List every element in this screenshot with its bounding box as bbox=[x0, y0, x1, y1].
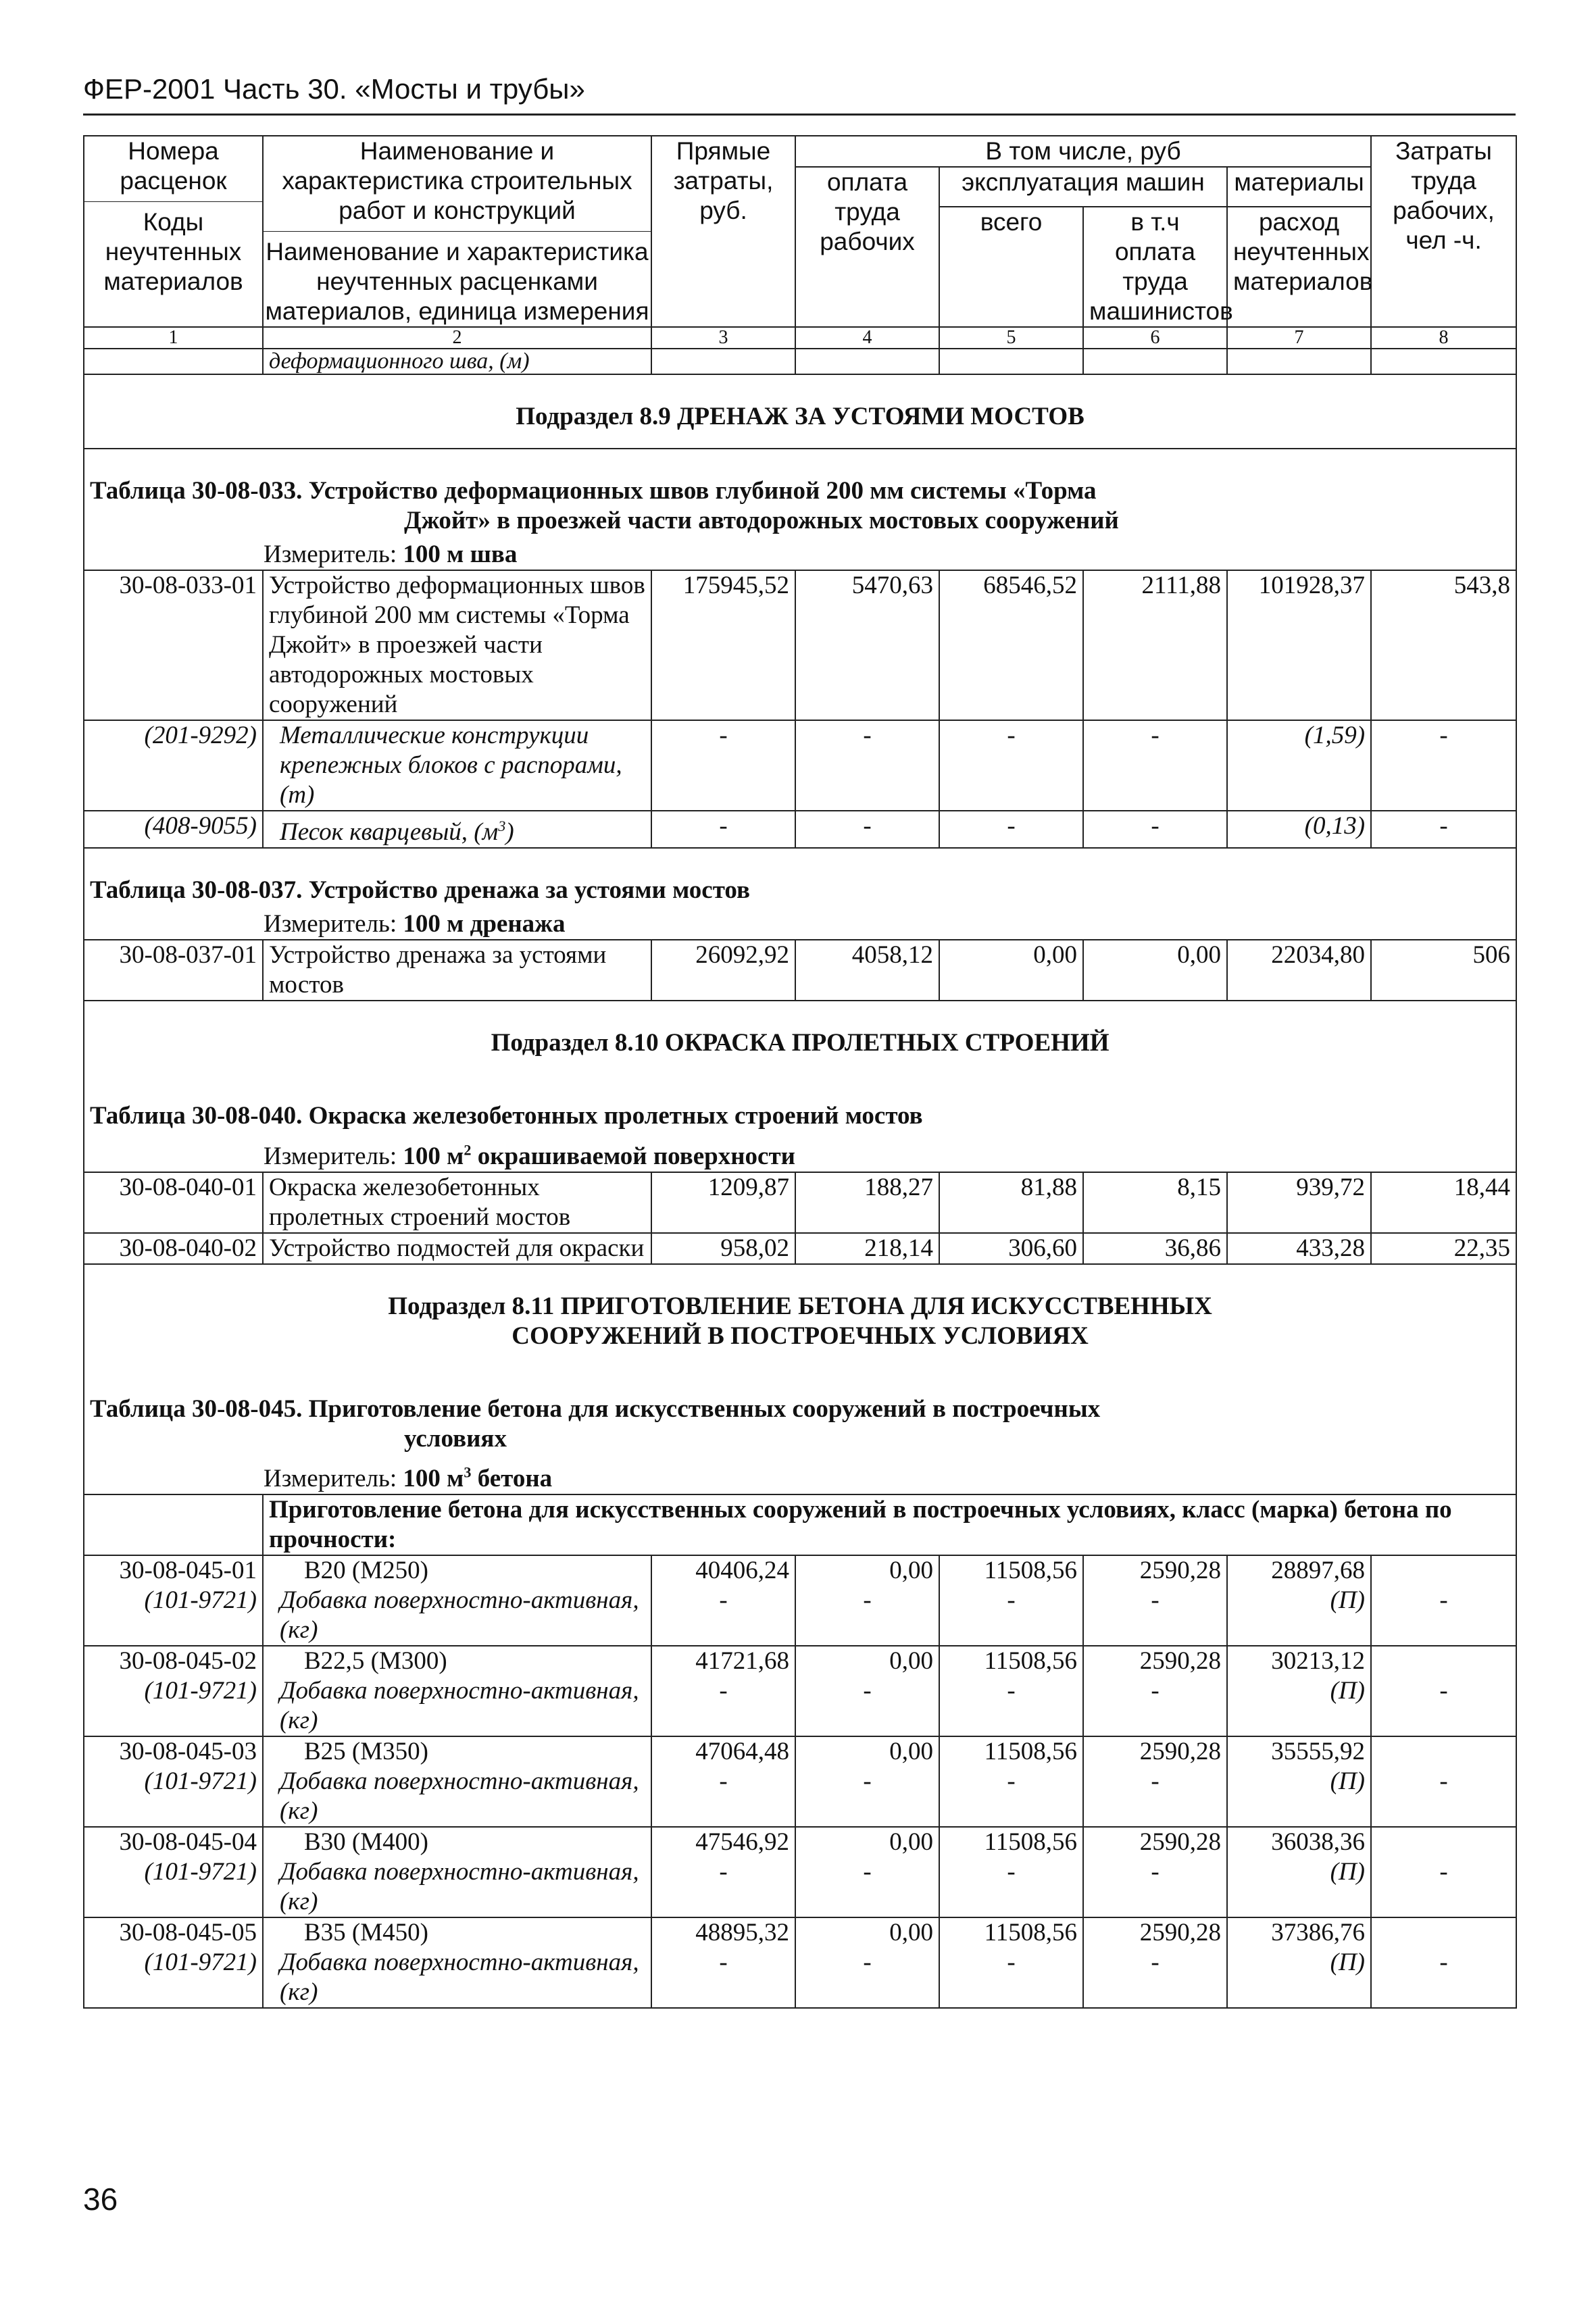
header-labor-cost: Затраты труда рабочих, чел -ч. bbox=[1371, 136, 1516, 327]
header-machines-total: всего bbox=[939, 207, 1083, 327]
section-title: Подраздел 8.10 ОКРАСКА ПРОЛЕТНЫХ СТРОЕНИЙ bbox=[84, 1001, 1516, 1074]
table-title-line1: Таблица 30-08-045. Приготовление бетона для искусственных сооружений в построечных bbox=[90, 1394, 1101, 1423]
materials-cost: (П) bbox=[1227, 1857, 1371, 1917]
materials-cost: 28897,68 bbox=[1227, 1555, 1371, 1586]
machines-total: 11508,56 bbox=[939, 1646, 1083, 1676]
measure-line bbox=[84, 905, 1516, 940]
table-045-title-row bbox=[84, 1367, 1516, 1454]
header-col1-top: Номера расценок bbox=[120, 137, 227, 195]
material-row bbox=[84, 1586, 1516, 1646]
material-unit-tail: ) bbox=[505, 818, 514, 847]
labor-hours: - bbox=[1371, 1676, 1516, 1736]
measure-value-text: 100 м bbox=[403, 1464, 464, 1492]
measure-value-text: 100 м bbox=[403, 1142, 464, 1170]
materials-cost: 35555,92 bbox=[1227, 1736, 1371, 1767]
labor-hours bbox=[1371, 1736, 1516, 1767]
col-num: 4 bbox=[795, 327, 939, 349]
labor-hours: - bbox=[1371, 1767, 1516, 1827]
material-code: (408-9055) bbox=[84, 811, 263, 848]
table-row bbox=[84, 940, 1516, 1001]
machinist-pay: - bbox=[1083, 1676, 1227, 1736]
labor-hours bbox=[1371, 1827, 1516, 1857]
rate-name: Устройство подмостей для окраски bbox=[263, 1233, 651, 1264]
labor-pay: 0,00 bbox=[795, 1917, 939, 1948]
machines-total: 68546,52 bbox=[939, 570, 1083, 720]
machinist-pay: 2590,28 bbox=[1083, 1555, 1227, 1586]
direct-cost: 47064,48 bbox=[651, 1736, 795, 1767]
material-row bbox=[84, 720, 1516, 811]
table-row bbox=[84, 1917, 1516, 1948]
machines-total: 11508,56 bbox=[939, 1555, 1083, 1586]
machines-total: 0,00 bbox=[939, 940, 1083, 1001]
group-heading: Приготовление бетона для искусственных сооружений в построечных условиях, класс (марка) бетона по прочности: bbox=[263, 1494, 1516, 1555]
header-col2 bbox=[263, 136, 651, 327]
table-040-measure-row bbox=[84, 1131, 1516, 1172]
machinist-pay: - bbox=[1083, 1586, 1227, 1646]
direct-cost: - bbox=[651, 811, 795, 848]
page-number: 36 bbox=[83, 2182, 118, 2217]
carry-over-text: деформационного шва, (м) bbox=[263, 349, 651, 374]
section-8-9-title-row bbox=[84, 374, 1516, 449]
material-code: (101-9721) bbox=[84, 1676, 263, 1736]
header-col1 bbox=[84, 136, 263, 327]
table-033-title-row bbox=[84, 449, 1516, 536]
material-code: (101-9721) bbox=[84, 1586, 263, 1646]
header-materials: материалы bbox=[1227, 167, 1371, 207]
material-code: (101-9721) bbox=[84, 1767, 263, 1827]
labor-hours: - bbox=[1371, 720, 1516, 811]
measure-line bbox=[84, 1454, 1516, 1494]
materials-cost: (1,59) bbox=[1227, 720, 1371, 811]
labor-pay: - bbox=[795, 1948, 939, 2008]
labor-hours bbox=[1371, 1917, 1516, 1948]
rate-name: В35 (М450) bbox=[263, 1917, 651, 1948]
header-col1-bottom: Коды неучтенных материалов bbox=[84, 201, 262, 297]
rate-name: В20 (М250) bbox=[263, 1555, 651, 1586]
materials-cost: 101928,37 bbox=[1227, 570, 1371, 720]
labor-pay: - bbox=[795, 1586, 939, 1646]
measure-label: Измеритель: bbox=[264, 1142, 397, 1170]
materials-cost: (П) bbox=[1227, 1948, 1371, 2008]
machinist-pay: 2111,88 bbox=[1083, 570, 1227, 720]
materials-cost: (0,13) bbox=[1227, 811, 1371, 848]
header-col2-top: Наименование и характеристика строительных работ и конструкций bbox=[282, 137, 632, 224]
header-direct: Прямые затраты, руб. bbox=[651, 136, 795, 327]
rate-code: 30-08-045-02 bbox=[84, 1646, 263, 1676]
labor-hours: - bbox=[1371, 811, 1516, 848]
section-title bbox=[84, 1264, 1516, 1367]
labor-hours: 543,8 bbox=[1371, 570, 1516, 720]
measure-line bbox=[84, 1131, 1516, 1172]
rate-code: 30-08-037-01 bbox=[84, 940, 263, 1001]
labor-hours bbox=[1371, 1646, 1516, 1676]
materials-cost: (П) bbox=[1227, 1767, 1371, 1827]
section-8-11-title-row bbox=[84, 1264, 1516, 1367]
material-code: (101-9721) bbox=[84, 1948, 263, 2008]
machinist-pay: 8,15 bbox=[1083, 1172, 1227, 1233]
rates-table bbox=[83, 135, 1517, 1556]
machines-total: - bbox=[939, 1767, 1083, 1827]
direct-cost: 41721,68 bbox=[651, 1646, 795, 1676]
labor-pay: 188,27 bbox=[795, 1172, 939, 1233]
table-title: Таблица 30-08-040. Окраска железобетонных пролетных строений мостов bbox=[84, 1074, 1516, 1131]
direct-cost: - bbox=[651, 1767, 795, 1827]
machines-total: 306,60 bbox=[939, 1233, 1083, 1264]
rate-name: Окраска железобетонных пролетных строений мостов bbox=[263, 1172, 651, 1233]
header-machines-labor: в т.ч оплата труда машинистов bbox=[1083, 207, 1227, 327]
direct-cost: - bbox=[651, 720, 795, 811]
labor-hours: 18,44 bbox=[1371, 1172, 1516, 1233]
rate-code: 30-08-033-01 bbox=[84, 570, 263, 720]
rate-name: Устройство деформационных швов глубиной 200 мм системы «Торма Джойт» в проезжей части автодорожных мостовых сооружений bbox=[263, 570, 651, 720]
direct-cost: 175945,52 bbox=[651, 570, 795, 720]
measure-label: Измеритель: bbox=[264, 540, 397, 568]
rate-code: 30-08-045-04 bbox=[84, 1827, 263, 1857]
measure-value-tail: окрашиваемой поверхности bbox=[471, 1142, 795, 1170]
labor-hours: 22,35 bbox=[1371, 1233, 1516, 1264]
header-machines: эксплуатация машин bbox=[939, 167, 1227, 207]
rate-name: В25 (М350) bbox=[263, 1736, 651, 1767]
table-title bbox=[84, 1367, 1516, 1454]
table-037-measure-row bbox=[84, 905, 1516, 940]
materials-cost: 36038,36 bbox=[1227, 1827, 1371, 1857]
col-num: 3 bbox=[651, 327, 795, 349]
section-title-line1: Подраздел 8.11 ПРИГОТОВЛЕНИЕ БЕТОНА ДЛЯ ИСКУССТВЕННЫХ bbox=[388, 1292, 1212, 1320]
labor-hours: 506 bbox=[1371, 940, 1516, 1001]
machinist-pay: 0,00 bbox=[1083, 940, 1227, 1001]
machines-total: - bbox=[939, 720, 1083, 811]
measure-value: 100 $м^2$ окрашиваемой поверхности bbox=[403, 1141, 795, 1170]
materials-cost: 939,72 bbox=[1227, 1172, 1371, 1233]
materials-cost: 433,28 bbox=[1227, 1233, 1371, 1264]
material-name-text: Песок кварцевый, (м bbox=[280, 818, 499, 847]
labor-pay: - bbox=[795, 1767, 939, 1827]
machines-total: - bbox=[939, 1948, 1083, 2008]
machines-total: 11508,56 bbox=[939, 1917, 1083, 1948]
machinist-pay: 2590,28 bbox=[1083, 1827, 1227, 1857]
rate-code: 30-08-045-05 bbox=[84, 1917, 263, 1948]
table-title-line2: условиях bbox=[404, 1424, 507, 1453]
rate-code: 30-08-045-01 bbox=[84, 1555, 263, 1586]
labor-pay: - bbox=[795, 811, 939, 848]
material-code: (201-9292) bbox=[84, 720, 263, 811]
table-row bbox=[84, 570, 1516, 720]
machinist-pay: 2590,28 bbox=[1083, 1917, 1227, 1948]
col-num: 1 bbox=[84, 327, 263, 349]
concrete-table bbox=[83, 1555, 1517, 2009]
table-title-line1: Таблица 30-08-033. Устройство деформационных швов глубиной 200 мм системы «Торма bbox=[90, 477, 1097, 505]
labor-pay: 0,00 bbox=[795, 1736, 939, 1767]
direct-cost: - bbox=[651, 1586, 795, 1646]
carry-over-row bbox=[84, 349, 1516, 374]
direct-cost: 26092,92 bbox=[651, 940, 795, 1001]
measure-label: Измеритель: bbox=[264, 910, 397, 938]
material-name: Добавка поверхностно-активная, (кг) bbox=[263, 1676, 651, 1736]
machines-total: - bbox=[939, 1586, 1083, 1646]
measure-value-tail: бетона bbox=[471, 1464, 553, 1492]
material-name: Добавка поверхностно-активная, (кг) bbox=[263, 1586, 651, 1646]
material-row bbox=[84, 1857, 1516, 1917]
labor-pay: - bbox=[795, 720, 939, 811]
col-num: 7 bbox=[1227, 327, 1371, 349]
rate-name: Устройство дренажа за устоями мостов bbox=[263, 940, 651, 1001]
col-num: 2 bbox=[263, 327, 651, 349]
header-materials-sub: расход неучтенных материалов bbox=[1227, 207, 1371, 327]
col-num: 5 bbox=[939, 327, 1083, 349]
rate-name: В30 (М400) bbox=[263, 1827, 651, 1857]
measure-line bbox=[84, 536, 1516, 570]
direct-cost: - bbox=[651, 1948, 795, 2008]
machines-total: - bbox=[939, 811, 1083, 848]
table-title bbox=[84, 449, 1516, 536]
table-title: Таблица 30-08-037. Устройство дренажа за устоями мостов bbox=[84, 848, 1516, 905]
material-name: Добавка поверхностно-активная, (кг) bbox=[263, 1948, 651, 2008]
machinist-pay: - bbox=[1083, 811, 1227, 848]
direct-cost: 958,02 bbox=[651, 1233, 795, 1264]
materials-cost: 22034,80 bbox=[1227, 940, 1371, 1001]
labor-pay: 5470,63 bbox=[795, 570, 939, 720]
material-code: (101-9721) bbox=[84, 1857, 263, 1917]
section-8-10-title-row bbox=[84, 1001, 1516, 1074]
machines-total: 81,88 bbox=[939, 1172, 1083, 1233]
rate-code: 30-08-045-03 bbox=[84, 1736, 263, 1767]
machinist-pay: - bbox=[1083, 1767, 1227, 1827]
material-row bbox=[84, 1948, 1516, 2008]
header-labor: оплата труда рабочих bbox=[795, 167, 939, 327]
material-name: Песок кварцевый, $(м^3)$ bbox=[263, 811, 651, 848]
group-header-row bbox=[84, 1494, 1516, 1555]
materials-cost: 37386,76 bbox=[1227, 1917, 1371, 1948]
table-033-measure-row bbox=[84, 536, 1516, 570]
direct-cost: - bbox=[651, 1676, 795, 1736]
labor-pay: 218,14 bbox=[795, 1233, 939, 1264]
machinist-pay: - bbox=[1083, 1948, 1227, 2008]
rate-code: 30-08-040-02 bbox=[84, 1233, 263, 1264]
table-row bbox=[84, 1646, 1516, 1676]
materials-cost: (П) bbox=[1227, 1676, 1371, 1736]
machinist-pay: - bbox=[1083, 720, 1227, 811]
table-040-title-row bbox=[84, 1074, 1516, 1131]
running-header: ФЕР-2001 Часть 30. «Мосты и трубы» bbox=[83, 73, 585, 105]
machines-total: 11508,56 bbox=[939, 1827, 1083, 1857]
table-row bbox=[84, 1827, 1516, 1857]
materials-cost: 30213,12 bbox=[1227, 1646, 1371, 1676]
measure-value: 100 $м^3$ бетона bbox=[403, 1463, 553, 1492]
direct-cost: 47546,92 bbox=[651, 1827, 795, 1857]
direct-cost: 48895,32 bbox=[651, 1917, 795, 1948]
table-row bbox=[84, 1736, 1516, 1767]
labor-pay: - bbox=[795, 1857, 939, 1917]
section-title: Подраздел 8.9 ДРЕНАЖ ЗА УСТОЯМИ МОСТОВ bbox=[84, 374, 1516, 449]
direct-cost: - bbox=[651, 1857, 795, 1917]
machines-total: 11508,56 bbox=[939, 1736, 1083, 1767]
labor-hours bbox=[1371, 1555, 1516, 1586]
header-col2-bottom: Наименование и характеристика неучтенных расценками материалов, единица измерения bbox=[264, 231, 651, 326]
material-name: Металлические конструкции крепежных блоков с распорами, (т) bbox=[263, 720, 651, 811]
header-rule bbox=[83, 114, 1516, 116]
col-num: 6 bbox=[1083, 327, 1227, 349]
materials-cost: (П) bbox=[1227, 1586, 1371, 1646]
material-name: Добавка поверхностно-активная, (кг) bbox=[263, 1857, 651, 1917]
labor-hours: - bbox=[1371, 1948, 1516, 2008]
table-header-row-1 bbox=[84, 136, 1516, 167]
labor-hours: - bbox=[1371, 1586, 1516, 1646]
labor-pay: 0,00 bbox=[795, 1646, 939, 1676]
direct-cost: 1209,87 bbox=[651, 1172, 795, 1233]
direct-cost: 40406,24 bbox=[651, 1555, 795, 1586]
section-title-line2: СООРУЖЕНИЙ В ПОСТРОЕЧНЫХ УСЛОВИЯХ bbox=[512, 1322, 1089, 1350]
machinist-pay: 2590,28 bbox=[1083, 1736, 1227, 1767]
col-num: 8 bbox=[1371, 327, 1516, 349]
machinist-pay: 36,86 bbox=[1083, 1233, 1227, 1264]
labor-hours: - bbox=[1371, 1857, 1516, 1917]
material-row bbox=[84, 1676, 1516, 1736]
machinist-pay: 2590,28 bbox=[1083, 1646, 1227, 1676]
material-row bbox=[84, 811, 1516, 848]
labor-pay: 0,00 bbox=[795, 1555, 939, 1586]
material-name: Добавка поверхностно-активная, (кг) bbox=[263, 1767, 651, 1827]
measure-value: 100 м дренажа bbox=[403, 910, 566, 938]
labor-pay: - bbox=[795, 1676, 939, 1736]
table-037-title-row bbox=[84, 848, 1516, 905]
table-row bbox=[84, 1555, 1516, 1586]
header-incl: В том числе, руб bbox=[795, 136, 1371, 167]
table-row bbox=[84, 1233, 1516, 1264]
rate-name: В22,5 (М300) bbox=[263, 1646, 651, 1676]
labor-pay: 4058,12 bbox=[795, 940, 939, 1001]
table-row bbox=[84, 1172, 1516, 1233]
machines-total: - bbox=[939, 1676, 1083, 1736]
column-numbers-row bbox=[84, 327, 1516, 349]
table-045-measure-row bbox=[84, 1454, 1516, 1494]
machinist-pay: - bbox=[1083, 1857, 1227, 1917]
labor-pay: 0,00 bbox=[795, 1827, 939, 1857]
material-row bbox=[84, 1767, 1516, 1827]
machines-total: - bbox=[939, 1857, 1083, 1917]
measure-value: 100 м шва bbox=[403, 540, 518, 568]
rate-code: 30-08-040-01 bbox=[84, 1172, 263, 1233]
table-title-line2: Джойт» в проезжей части автодорожных мостовых сооружений bbox=[404, 507, 1119, 534]
measure-label: Измеритель: bbox=[264, 1464, 397, 1492]
